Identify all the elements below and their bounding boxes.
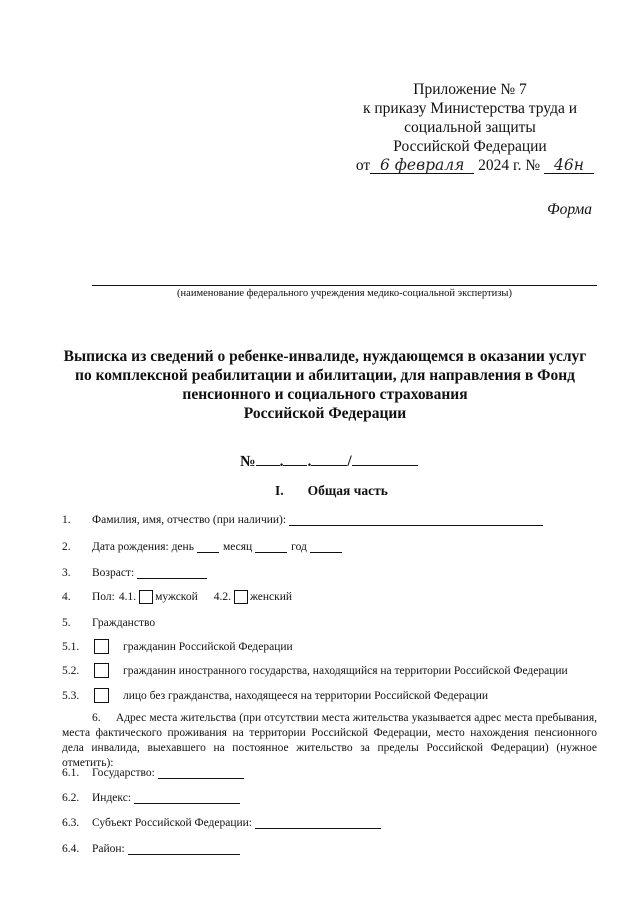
- sex-option-2-number: 4.2.: [213, 591, 231, 603]
- item-sex: [62, 590, 292, 604]
- item-number: 2.: [62, 540, 71, 553]
- region-field[interactable]: [255, 816, 381, 829]
- item-district: [62, 842, 240, 855]
- item-address-description: [62, 711, 597, 771]
- item-citizenship-rf: [62, 639, 293, 654]
- org-name-field[interactable]: [92, 285, 597, 286]
- section-heading: [275, 483, 388, 499]
- item-postcode: [62, 791, 240, 804]
- item-number: 5.1.: [62, 640, 80, 653]
- number-sign: №: [240, 453, 256, 470]
- item-number: 6.2.: [62, 791, 80, 804]
- date-prefix: от: [355, 157, 371, 174]
- age-field[interactable]: [137, 566, 207, 579]
- handwritten-date: 6 февраля: [370, 157, 474, 174]
- birth-year-label: год: [291, 540, 307, 553]
- male-checkbox[interactable]: [139, 590, 153, 604]
- number-field-1[interactable]: [256, 452, 280, 466]
- address-text: Адрес места жительства (при отсутствии места жительства указывается адрес места пребывания, места фактического проживания на территории Российской Федерации, место нахождения пенсионного дела инвалида, выехавшего на постоянное жительство за пределы Российской Федерации) (нужное отметить):: [62, 712, 597, 769]
- item-label: гражданин Российской Федерации: [123, 640, 293, 653]
- item-state: [62, 766, 244, 779]
- org-name-caption: (наименование федерального учреждения медико-социальной экспертизы): [177, 288, 512, 299]
- item-number: 1.: [62, 513, 71, 526]
- item-citizenship: [62, 617, 155, 629]
- item-label: Индекс:: [92, 791, 132, 804]
- appendix-header: [340, 80, 600, 175]
- female-checkbox[interactable]: [234, 590, 248, 604]
- item-region: [62, 816, 381, 829]
- item-number: 6.1.: [62, 766, 80, 779]
- item-label: Государство:: [92, 766, 155, 779]
- section-number: I.: [275, 483, 284, 498]
- birth-day-field[interactable]: [197, 540, 219, 553]
- document-title: [60, 347, 590, 423]
- district-field[interactable]: [128, 842, 240, 855]
- male-label: мужской: [155, 591, 198, 603]
- appendix-line-3: социальной защиты: [404, 119, 536, 136]
- item-label: Район:: [92, 842, 125, 855]
- sex-option-1-number: 4.1.: [118, 591, 137, 603]
- year-text: 2024 г. №: [478, 157, 541, 174]
- item-number: 6.: [92, 712, 101, 724]
- number-field-2[interactable]: [283, 452, 307, 466]
- title-line-1: Выписка из сведений о ребенке-инвалиде, нуждающемся в оказании услуг: [63, 348, 587, 365]
- item-label: гражданин иностранного государства, находящийся на территории Российской Федерации: [123, 664, 568, 677]
- number-dot-1: .: [279, 453, 284, 470]
- birth-day-label: Дата рождения: день: [92, 540, 194, 553]
- handwritten-order-number: 46н: [544, 157, 594, 174]
- foreign-citizen-checkbox[interactable]: [94, 663, 109, 678]
- appendix-line-4: Российской Федерации: [393, 138, 547, 155]
- item-full-name: [62, 513, 543, 526]
- item-number: 6.3.: [62, 816, 80, 829]
- number-slash: /: [347, 453, 352, 470]
- number-field-4[interactable]: [352, 452, 418, 466]
- female-label: женский: [249, 591, 293, 603]
- item-number: 6.4.: [62, 842, 80, 855]
- number-dot-2: .: [307, 453, 312, 470]
- item-age: [62, 566, 207, 579]
- birth-year-field[interactable]: [310, 540, 342, 553]
- item-label: лицо без гражданства, находящееся на территории Российской Федерации: [123, 689, 489, 702]
- forma-label: Форма: [547, 201, 592, 218]
- item-label: Фамилия, имя, отчество (при наличии):: [92, 513, 287, 526]
- item-birth-date: [62, 540, 342, 553]
- sex-label: Пол:: [92, 591, 115, 603]
- item-number: 5.2.: [62, 664, 80, 677]
- appendix-line-2: к приказу Министерства труда и: [362, 100, 578, 117]
- item-number: 5.3.: [62, 689, 80, 702]
- item-number: 4.: [62, 591, 71, 603]
- item-label: Гражданство: [92, 617, 156, 629]
- section-title: Общая часть: [307, 483, 388, 498]
- document-number-line: [240, 452, 418, 471]
- postcode-field[interactable]: [134, 791, 240, 804]
- state-field[interactable]: [158, 766, 244, 779]
- item-label: Возраст:: [92, 566, 135, 579]
- birth-month-label: месяц: [222, 540, 253, 553]
- item-citizenship-foreign: [62, 663, 568, 678]
- item-number: 3.: [62, 566, 71, 579]
- order-date-line: [340, 156, 600, 175]
- stateless-checkbox[interactable]: [94, 688, 109, 703]
- item-stateless: [62, 688, 488, 703]
- birth-month-field[interactable]: [255, 540, 287, 553]
- number-field-3[interactable]: [311, 452, 347, 466]
- title-line-2: по комплексной реабилитации и абилитации, для направления в Фонд: [75, 367, 575, 384]
- title-line-4: Российской Федерации: [243, 405, 407, 422]
- full-name-field[interactable]: [289, 513, 543, 526]
- title-line-3: пенсионного и социального страхования: [182, 386, 468, 403]
- item-number: 5.: [62, 617, 71, 629]
- appendix-line-1: Приложение № 7: [413, 81, 527, 98]
- citizen-rf-checkbox[interactable]: [94, 639, 109, 654]
- item-label: Субъект Российской Федерации:: [92, 816, 252, 829]
